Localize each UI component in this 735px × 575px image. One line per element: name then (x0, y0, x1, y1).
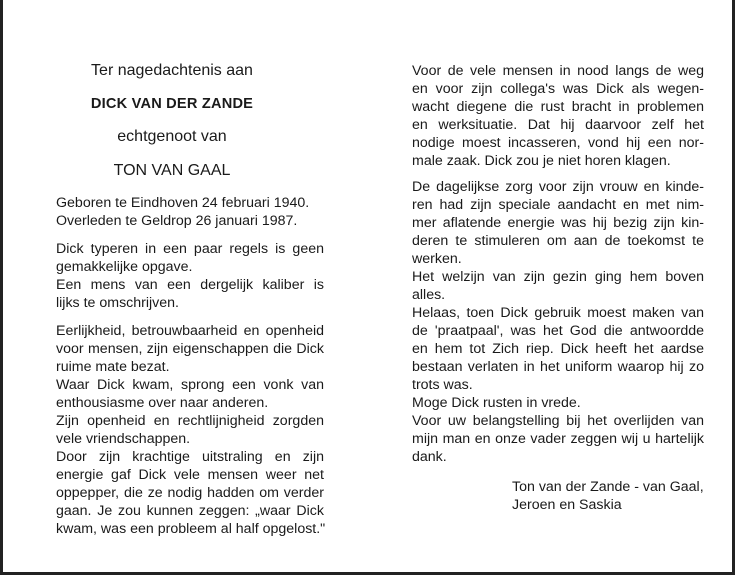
signature-line-1: Ton van der Zande - van Gaal, (512, 479, 704, 495)
text-line: Dick typeren in een paar regels is geen (56, 241, 324, 257)
text-line: Eerlijkheid, betrouwbaarheid en openheid (56, 323, 324, 339)
text-line: mer aflatende energie was hij bezig zijn kin- (412, 215, 704, 231)
text-line: energie gaf Dick vele mensen weer net (56, 467, 324, 483)
text-line: ruime mate bezat. (56, 359, 170, 375)
text-line: trots was. (412, 377, 473, 393)
text-line: oppepper, die ze nodig hadden om verder (56, 485, 324, 501)
text-line: en werksituatie. Dat hij daarvoor zelf het (412, 117, 704, 133)
spouse-name (56, 162, 324, 180)
card-edge-left (0, 0, 3, 575)
text-line: en hem tot Zich riep. Dick heeft het aardse (412, 341, 704, 357)
text-line: enthousiasme over naar anderen. (56, 395, 269, 411)
text-line: vele vriendschappen. (56, 431, 191, 447)
right-paragraph-1 (412, 62, 704, 170)
signature-line-2: Jeroen en Saskia (512, 497, 622, 513)
memorial-line-text: Ter nagedachtenis aan (91, 62, 253, 79)
text-line: Voor uw belangstelling bij het overlijden van (412, 413, 704, 429)
text-line: ren had zijn speciale aandacht en met nim- (412, 197, 704, 213)
text-line: De dagelijkse zorg voor zijn vrouw en kinde- (412, 179, 704, 195)
right-paragraph-4 (412, 412, 704, 466)
text-line: werken. (412, 251, 462, 267)
relation-text: echtgenoot van (117, 128, 227, 145)
deceased-name-text: DICK VAN DER ZANDE (90, 96, 254, 112)
text-line: deren te stimuleren om aan de toekomst te (412, 233, 704, 249)
relation-line (56, 128, 324, 146)
text-line: Voor de vele mensen in nood langs de weg (412, 63, 704, 79)
text-line: Waar Dick kwam, sprong een vonk van (56, 377, 324, 393)
right-paragraph-3 (412, 304, 704, 412)
text-line: en voor zijn collega's was Dick als wegen- (412, 81, 704, 97)
text-line: voor mensen, zijn eigenschappen die Dick (56, 341, 324, 357)
deceased-name (56, 96, 324, 114)
death-line: Overleden te Geldrop 26 januari 1987. (56, 213, 298, 229)
left-paragraph-1 (56, 240, 324, 312)
text-line: bestaan verlaten in het uniform waarop hij zo (412, 359, 704, 375)
text-line: Het welzijn van zijn gezin ging hem boven (412, 269, 704, 285)
text-line: Door zijn krachtige uitstraling en zijn (56, 449, 324, 465)
text-line: Helaas, toen Dick gebruik moest maken van (412, 305, 704, 321)
text-line: Een mens van een dergelijk kaliber is (56, 277, 324, 293)
left-paragraph-2 (56, 322, 324, 538)
text-line: wacht diegene die rust bracht in problemen (412, 99, 704, 115)
spouse-name-text: TON VAN GAAL (113, 162, 231, 179)
text-line: kwam, was een probleem al half opgelost." (56, 521, 326, 537)
text-line: Moge Dick rusten in vrede. (412, 395, 581, 411)
text-line: alles. (412, 287, 446, 303)
text-line: male zaak. Dick zou je niet horen klagen. (412, 153, 671, 169)
right-paragraph-2 (412, 178, 704, 304)
dates-block (56, 194, 324, 230)
memorial-line (56, 62, 324, 80)
birth-line: Geboren te Eindhoven 24 februari 1940. (56, 195, 310, 211)
text-line: nodige moest incasseren, vond hij een nor- (412, 135, 704, 151)
text-line: mijn man en onze vader zeggen wij u hartelijk (412, 431, 704, 447)
signature-block (512, 478, 704, 514)
text-line: gemakkelijke opgave. (56, 259, 193, 275)
text-line: dank. (412, 449, 447, 465)
text-line: Zijn openheid en rechtlijnigheid zorgden (56, 413, 324, 429)
text-line: gaan. Je zou kunnen zeggen: „waar Dick (56, 503, 324, 519)
text-line: lijks te omschrijven. (56, 295, 179, 311)
text-line: de 'praatpaal', was het God die antwoordde (412, 323, 704, 339)
